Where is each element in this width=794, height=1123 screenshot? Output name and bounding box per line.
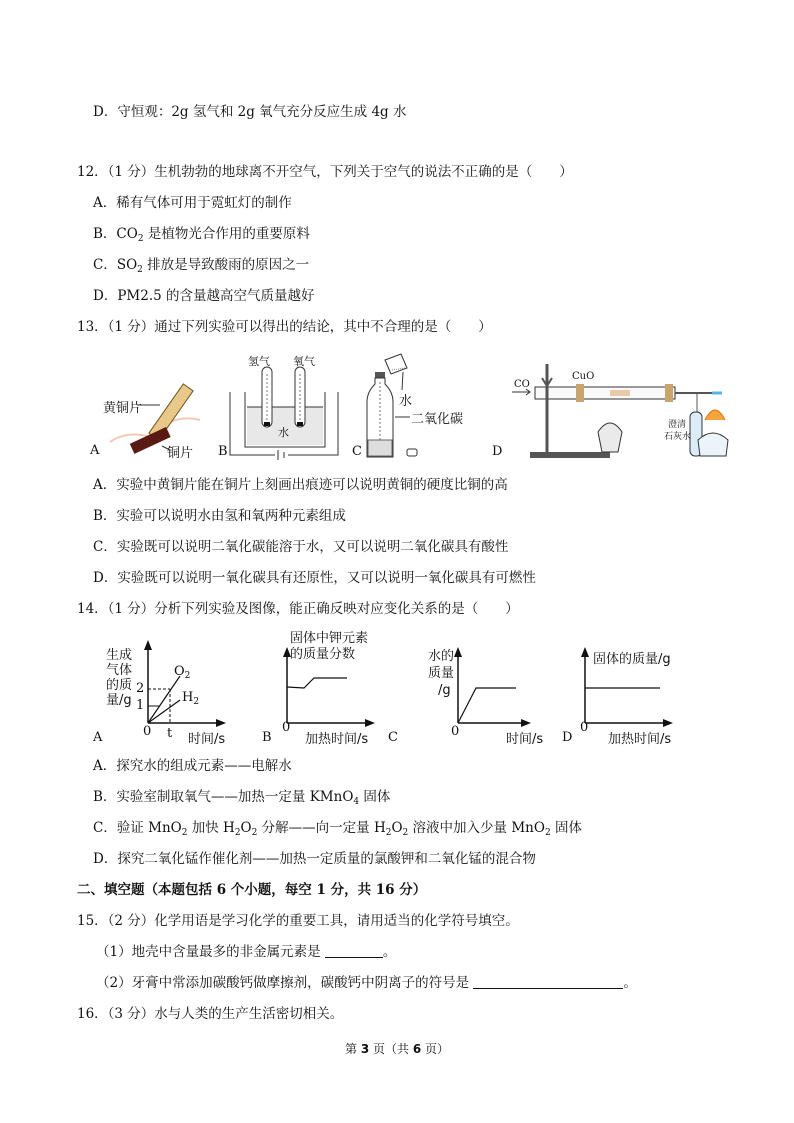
q15-part-1-text: （1）地壳中含量最多的非金属元素是: [96, 944, 325, 960]
q15-part-2-text: （2）牙膏中常添加碳酸钙做摩擦剂，碳酸钙中阴离子的符号是: [96, 975, 474, 991]
q16-stem: 16．（3 分）水与人类的生产生活密切相关。: [77, 1006, 344, 1022]
label-oxygen: 氧气: [293, 355, 315, 368]
label-carbon-dioxide: 二氧化碳: [411, 412, 464, 427]
current-page-number: 3: [360, 1042, 370, 1056]
co-reduction-apparatus-illustration: [490, 352, 730, 464]
ylabel-line: 气体: [106, 663, 133, 678]
subscript: 2: [234, 828, 241, 838]
origin: 0: [580, 720, 589, 735]
q15-part-1: [96, 943, 396, 961]
q14-option-a: A．探究水的组成元素——电解水: [93, 758, 292, 774]
graph-d-ylabel: 固体的质量/g: [593, 652, 671, 667]
origin: 0: [451, 724, 460, 739]
graph-c-ylabel: [428, 648, 454, 699]
text: O: [391, 820, 403, 836]
label-limewater-2: 石灰水: [664, 432, 692, 442]
figure-letter-b: B: [218, 444, 228, 459]
subscript: 2: [193, 697, 200, 707]
graph-letter-b: B: [262, 730, 272, 745]
graph-letter-d: D: [562, 730, 573, 745]
graph-letter-c: C: [388, 730, 398, 745]
label-copper: 铜片: [167, 446, 194, 461]
subscript: 2: [184, 671, 191, 681]
q15-stem: 15．（2 分）化学用语是学习化学的重要工具，请用适当的化学符号填空。: [77, 913, 519, 929]
q14-option-d: D．探究二氧化锰作催化剂——加热一定质量的氯酸钾和二氧化锰的混合物: [93, 851, 536, 867]
q15-part-2: [96, 974, 637, 992]
q14-graph-c: [388, 628, 558, 748]
series-h2: [182, 690, 199, 707]
footer-text: 页（共: [369, 1042, 413, 1056]
q13-figure-d: [490, 352, 730, 464]
subscript: 2: [251, 828, 258, 838]
series-o2: [174, 664, 190, 681]
q14-graph-d: [560, 628, 700, 748]
q13-option-c: C．实验既可以说明二氧化碳能溶于水，又可以说明二氧化碳具有酸性: [93, 539, 509, 555]
subscript: 2: [137, 234, 144, 244]
label-hydrogen: 氢气: [248, 355, 270, 368]
q12-option-c-post: 排放是导致酸雨的原因之一: [142, 257, 310, 273]
tick-2: 2: [136, 681, 145, 696]
ylabel-line: 固体中钾元素: [290, 631, 369, 646]
text: 固体: [550, 820, 582, 836]
subscript: 2: [544, 828, 551, 838]
q13-figure-a: [90, 380, 210, 470]
ylabel-line: 生成: [106, 648, 133, 663]
graph-a-ylabel: [106, 648, 132, 708]
figure-letter-d: D: [492, 444, 503, 459]
q12-option-c: [93, 256, 309, 279]
footer-text: 第: [344, 1042, 361, 1056]
graph-d-xlabel: 加热时间/s: [608, 732, 672, 747]
graph-c-xlabel: 时间/s: [506, 732, 544, 747]
origin: 0: [282, 720, 291, 735]
text: 溶液中加入少量 MnO: [408, 820, 545, 836]
graph-b-ylabel: [290, 631, 368, 663]
ylabel-line: 量/g: [106, 693, 132, 708]
q13-stem: 13．（1 分）通过下列实验可以得出的结论，其中不合理的是（ ）: [77, 319, 492, 335]
origin: 0: [143, 724, 152, 739]
q14-stem: 14．（1 分）分析下列实验及图像，能正确反映对应变化关系的是（ ）: [77, 601, 519, 617]
label-limewater-1: 澄清: [668, 420, 687, 430]
ylabel-line: 水的: [428, 649, 455, 664]
label-water: 水: [278, 426, 289, 439]
q12-option-b-post: 是植物光合作用的重要原料: [143, 226, 310, 242]
q12-option-c-pre: C．SO: [93, 257, 138, 273]
answer-blank-2[interactable]: [473, 974, 623, 989]
subscript: 2: [402, 828, 409, 838]
tick-t: t: [167, 726, 173, 741]
period: 。: [382, 944, 397, 960]
q13-option-d: D．实验既可以说明一氧化碳具有还原性，又可以说明一氧化碳具有可燃性: [93, 570, 536, 586]
subscript: 2: [385, 828, 392, 838]
figure-letter-a: A: [90, 443, 100, 458]
ylabel-line: 质量: [428, 666, 455, 681]
label-cuo: CuO: [572, 371, 595, 382]
section-heading: 二、填空题（本题包括 6 个小题，每空 1 分，共 16 分）: [77, 882, 427, 898]
text: C．验证 MnO: [93, 820, 182, 836]
q13-figure-b: [220, 352, 350, 464]
q14-graph-a: [88, 628, 258, 748]
q12-option-b: [93, 225, 310, 248]
q13-option-b: B．实验可以说明水由氢和氧两种元素组成: [93, 508, 346, 524]
label-water: 水: [399, 394, 413, 409]
answer-blank-1[interactable]: [325, 943, 383, 958]
total-pages-number: 6: [412, 1042, 422, 1056]
label-co: CO: [514, 379, 530, 390]
text: O: [240, 820, 252, 836]
q14-graph-b: [262, 628, 392, 748]
q11-option-d: D．守恒观：2g 氢气和 2g 氧气充分反应生成 4g 水: [93, 104, 407, 120]
subscript: 4: [353, 797, 360, 807]
ylabel-line: 的质: [106, 678, 133, 693]
q14-option-b-post: 固体: [359, 789, 391, 805]
q13-option-a: A．实验中黄铜片能在铜片上刻画出痕迹可以说明黄铜的硬度比铜的高: [93, 477, 508, 493]
text: 分解——向一定量 H: [257, 820, 386, 836]
ylabel-line: /g: [438, 683, 451, 698]
series-h2-text: H: [182, 690, 194, 705]
page-footer: [0, 1040, 794, 1057]
footer-text: 页）: [421, 1042, 449, 1056]
q14-option-b-pre: B．实验室制取氧气——加热一定量 KMnO: [93, 789, 354, 805]
q12-option-b-pre: B．CO: [93, 226, 138, 242]
subscript: 2: [137, 265, 143, 275]
graph-letter-a: A: [93, 730, 103, 745]
graph-a-xlabel: 时间/s: [188, 732, 226, 747]
series-o2-text: O: [174, 664, 185, 679]
q12-option-d: D．PM2.5 的含量越高空气质量越好: [93, 288, 315, 304]
ylabel-line: 的质量分数: [290, 647, 356, 662]
q14-option-c: [93, 819, 582, 842]
graph-b-xlabel: 加热时间/s: [305, 732, 369, 747]
figure-letter-c: C: [352, 444, 362, 459]
tick-1: 1: [136, 698, 145, 713]
q14-option-b: [93, 788, 390, 811]
electrolysis-apparatus-illustration: [220, 352, 350, 464]
label-brass: 黄铜片: [103, 401, 143, 416]
subscript: 2: [181, 828, 188, 838]
q13-figure-c: [352, 352, 465, 464]
period: 。: [623, 975, 637, 991]
q12-stem: 12．（1 分）生机勃勃的地球离不开空气，下列关于空气的说法不正确的是（ ）: [77, 164, 573, 180]
q12-option-a: A．稀有气体可用于霓虹灯的制作: [93, 195, 292, 211]
text: 加快 H: [187, 820, 235, 836]
